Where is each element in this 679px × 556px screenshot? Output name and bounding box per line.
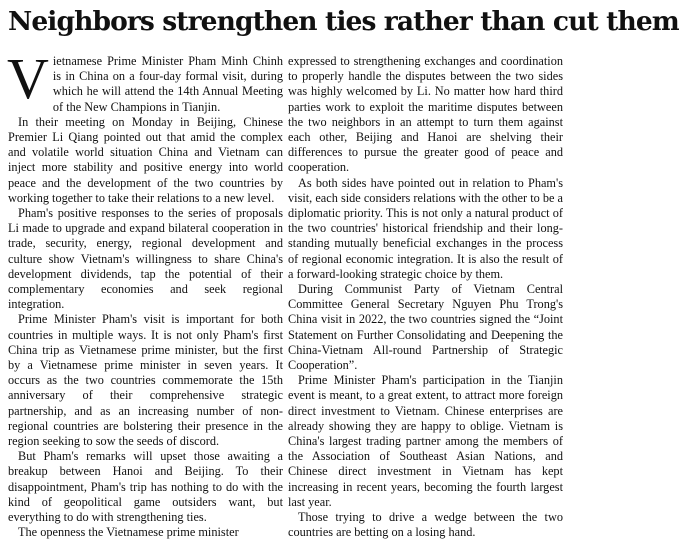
right-column — [288, 54, 563, 541]
paragraph: During Communist Party of Vietnam Central Committee General Secretary Nguyen Phu Trong's China visit in 2022, the two countries signed the “Joint Statement on Further Consolidating and Deepening the China-Vietnam All-round Partnership of Strategic Cooperation”. — [288, 282, 563, 373]
paragraph: The openness the Vietnamese prime minister — [18, 525, 239, 540]
paragraph: Pham's positive responses to the series of proposals Li made to upgrade and expand bilateral cooperation in trade, security, energy, regional development and culture show Vietnam's willingness to share China's development dividends, tap the potential of their complementary economies and seek regional integration. — [8, 206, 283, 312]
paragraph: As both sides have pointed out in relation to Pham's visit, each side considers relations with the other to be a diplomatic priority. This is not only a natural product of the two countries' historical friendship and their long-standing mutually beneficial exchanges in the process of regional economic integration. It is also the result of a forward-looking strategic choice by them. — [288, 175, 563, 281]
paragraph: In their meeting on Monday in Beijing, Chinese Premier Li Qiang pointed out that amid the complex and volatile world situation China and Vietnam can inject more stability and positive energy into world peace and the development of the two countries by working together to take their relations to a new level. — [8, 114, 283, 205]
lead-text: ietnamese Prime Minister Pham Minh Chinh is in China on a four-day formal visit, during which he will attend the 14th Annual Meeting of the New Champions in Tianjin. — [52, 54, 283, 114]
paragraph: expressed to strengthening exchanges and coordination to properly handle the disputes between the two sides was highly welcomed by Li. No matter how hard third parties work to exploit the maritime disputes between the two neighbors in an attempt to turn them against each other, Beijing and Hanoi are shelving their differences to pursue the greater good of peace and cooperation. — [288, 54, 563, 175]
drop-cap: V — [7, 46, 49, 111]
paragraph: Prime Minister Pham's participation in the Tianjin event is meant, to a great extent, to attract more foreign direct investment to Vietnam. Chinese enterprises are already showing they are happy to oblige. Vietnam is China's largest trading partner among the members of the Association of Southeast Asian Nations, and Chinese direct investment in Vietnam has kept increasing in recent years, becoming the fourth largest last year. — [288, 373, 563, 509]
left-column — [7, 46, 283, 541]
headline: Neighbors strengthen ties rather than cut them — [8, 6, 679, 37]
paragraph: But Pham's remarks will upset those awaiting a breakup between Hanoi and Beijing. To their disappointment, Pham's trip has nothing to do with the kind of geopolitical game outsiders want, but everything to do with strengthening ties. — [8, 449, 283, 525]
lead-paragraph — [7, 46, 283, 115]
paragraph: Those trying to drive a wedge between the two countries are betting on a losing hand. — [288, 510, 563, 540]
paragraph: Prime Minister Pham's visit is important for both countries in multiple ways. It is not only Pham's first China trip as Vietnamese prime minister, but the first by a Vietnamese prime minister in seven years. It occurs as the two countries commemorate the 15th anniversary of their comprehensive strategic partnership, and as an increasing number of non-regional countries are bolstering their presence in the region seeking to sow the seeds of discord. — [8, 312, 283, 449]
